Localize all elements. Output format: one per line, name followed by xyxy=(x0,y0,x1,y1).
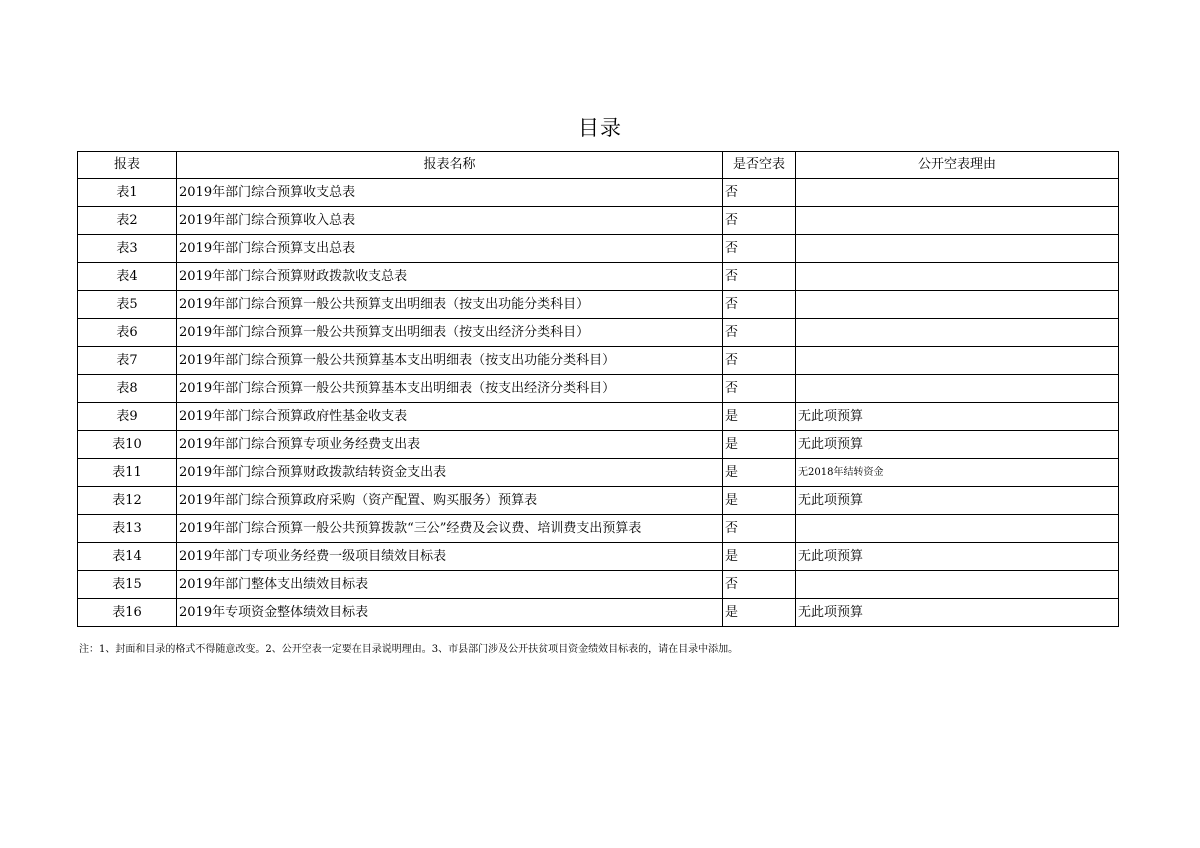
row-id: 表16 xyxy=(78,599,177,627)
row-is-empty: 是 xyxy=(723,431,796,459)
row-is-empty: 否 xyxy=(723,263,796,291)
header-reason: 公开空表理由 xyxy=(796,152,1119,179)
row-id: 表12 xyxy=(78,487,177,515)
table-row xyxy=(78,403,1119,431)
row-id: 表10 xyxy=(78,431,177,459)
row-reason: 无此项预算 xyxy=(796,431,1119,459)
catalog-table xyxy=(77,151,1119,627)
row-name: 2019年部门综合预算一般公共预算支出明细表（按支出功能分类科目） xyxy=(177,291,723,319)
table-row xyxy=(78,207,1119,235)
table-row xyxy=(78,543,1119,571)
table-row xyxy=(78,347,1119,375)
row-name: 2019年专项资金整体绩效目标表 xyxy=(177,599,723,627)
row-is-empty: 否 xyxy=(723,235,796,263)
row-name: 2019年部门整体支出绩效目标表 xyxy=(177,571,723,599)
table-row xyxy=(78,515,1119,543)
row-is-empty: 是 xyxy=(723,599,796,627)
row-name: 2019年部门综合预算财政拨款收支总表 xyxy=(177,263,723,291)
row-reason xyxy=(796,571,1119,599)
row-reason: 无此项预算 xyxy=(796,487,1119,515)
page-title: 目录 xyxy=(578,116,622,140)
row-reason xyxy=(796,179,1119,207)
table-row xyxy=(78,291,1119,319)
table-row xyxy=(78,431,1119,459)
row-id: 表15 xyxy=(78,571,177,599)
table-header-row xyxy=(78,152,1119,179)
row-id: 表2 xyxy=(78,207,177,235)
row-reason: 无2018年结转资金 xyxy=(796,459,1119,487)
row-id: 表6 xyxy=(78,319,177,347)
row-reason xyxy=(796,347,1119,375)
row-is-empty: 否 xyxy=(723,319,796,347)
row-id: 表3 xyxy=(78,235,177,263)
row-name: 2019年部门综合预算专项业务经费支出表 xyxy=(177,431,723,459)
row-id: 表9 xyxy=(78,403,177,431)
row-reason xyxy=(796,291,1119,319)
header-name: 报表名称 xyxy=(177,152,723,179)
row-is-empty: 是 xyxy=(723,543,796,571)
row-is-empty: 是 xyxy=(723,403,796,431)
row-id: 表1 xyxy=(78,179,177,207)
row-name: 2019年部门综合预算一般公共预算基本支出明细表（按支出功能分类科目） xyxy=(177,347,723,375)
row-id: 表5 xyxy=(78,291,177,319)
row-id: 表13 xyxy=(78,515,177,543)
row-reason: 无此项预算 xyxy=(796,543,1119,571)
table-row xyxy=(78,459,1119,487)
table-row xyxy=(78,571,1119,599)
row-name: 2019年部门综合预算一般公共预算支出明细表（按支出经济分类科目） xyxy=(177,319,723,347)
table-row xyxy=(78,235,1119,263)
row-is-empty: 否 xyxy=(723,571,796,599)
header-id: 报表 xyxy=(78,152,177,179)
table-row xyxy=(78,319,1119,347)
row-name: 2019年部门综合预算一般公共预算拨款“三公”经费及会议费、培训费支出预算表 xyxy=(177,515,723,543)
row-name: 2019年部门综合预算收入总表 xyxy=(177,207,723,235)
row-id: 表14 xyxy=(78,543,177,571)
row-name: 2019年部门综合预算政府采购（资产配置、购买服务）预算表 xyxy=(177,487,723,515)
row-is-empty: 是 xyxy=(723,459,796,487)
row-is-empty: 否 xyxy=(723,375,796,403)
row-reason xyxy=(796,235,1119,263)
row-id: 表11 xyxy=(78,459,177,487)
row-reason: 无此项预算 xyxy=(796,599,1119,627)
row-is-empty: 否 xyxy=(723,347,796,375)
row-reason xyxy=(796,319,1119,347)
row-is-empty: 否 xyxy=(723,207,796,235)
row-reason xyxy=(796,263,1119,291)
row-id: 表7 xyxy=(78,347,177,375)
row-reason xyxy=(796,375,1119,403)
row-name: 2019年部门综合预算一般公共预算基本支出明细表（按支出经济分类科目） xyxy=(177,375,723,403)
table-row xyxy=(78,487,1119,515)
row-id: 表4 xyxy=(78,263,177,291)
table-row xyxy=(78,375,1119,403)
row-id: 表8 xyxy=(78,375,177,403)
footnote: 注：1、封面和目录的格式不得随意改变。2、公开空表一定要在目录说明理由。3、市县部门涉及公开扶贫项目资金绩效目标表的，请在目录中添加。 xyxy=(79,644,739,655)
row-name: 2019年部门专项业务经费一级项目绩效目标表 xyxy=(177,543,723,571)
row-reason xyxy=(796,207,1119,235)
table-row xyxy=(78,179,1119,207)
header-is-empty: 是否空表 xyxy=(723,152,796,179)
row-is-empty: 否 xyxy=(723,291,796,319)
row-name: 2019年部门综合预算财政拨款结转资金支出表 xyxy=(177,459,723,487)
row-is-empty: 否 xyxy=(723,515,796,543)
row-reason: 无此项预算 xyxy=(796,403,1119,431)
row-name: 2019年部门综合预算政府性基金收支表 xyxy=(177,403,723,431)
row-is-empty: 否 xyxy=(723,179,796,207)
row-name: 2019年部门综合预算收支总表 xyxy=(177,179,723,207)
row-is-empty: 是 xyxy=(723,487,796,515)
row-reason xyxy=(796,515,1119,543)
row-name: 2019年部门综合预算支出总表 xyxy=(177,235,723,263)
table-row xyxy=(78,599,1119,627)
table-row xyxy=(78,263,1119,291)
